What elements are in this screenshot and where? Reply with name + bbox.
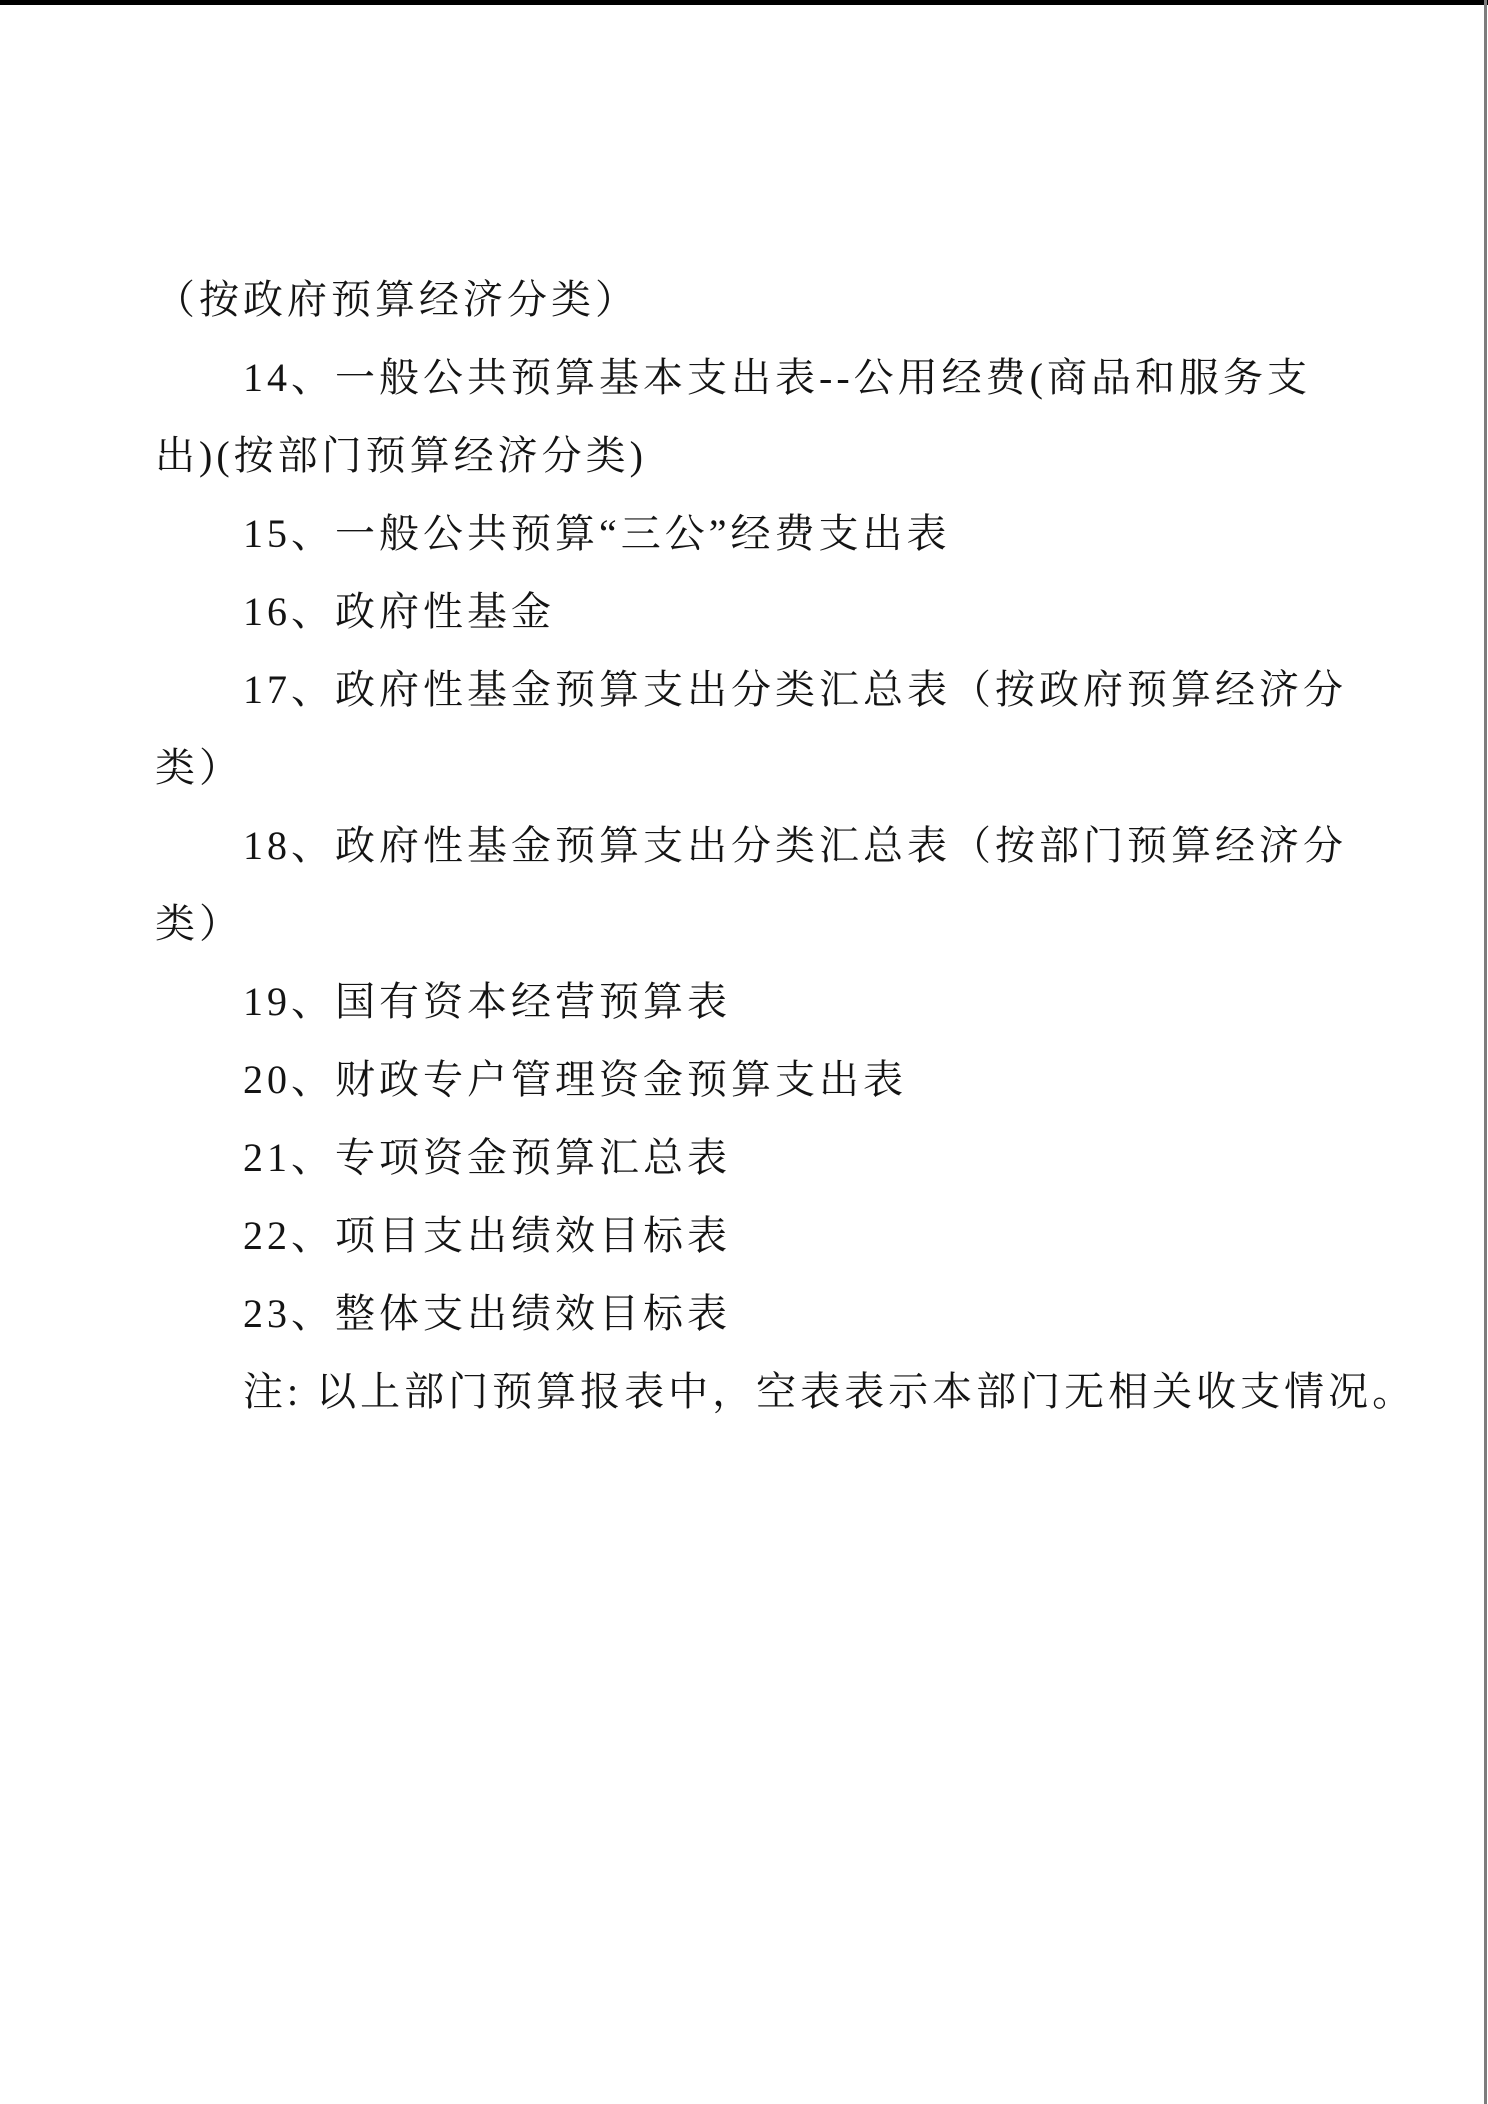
text-line: 18、政府性基金预算支出分类汇总表（按部门预算经济分 xyxy=(243,823,1347,868)
text-line: 15、一般公共预算“三公”经费支出表 xyxy=(243,511,951,556)
text-line: 16、政府性基金 xyxy=(243,589,555,634)
text-line: 出)(按部门预算经济分类) xyxy=(155,433,647,478)
text-line: 23、整体支出绩效目标表 xyxy=(243,1291,731,1336)
text-line: （按政府预算经济分类） xyxy=(155,277,639,322)
text-line: 类） xyxy=(155,901,243,946)
text-line: 21、专项资金预算汇总表 xyxy=(243,1135,731,1180)
text-line: 20、财政专户管理资金预算支出表 xyxy=(243,1057,907,1102)
text-line: 注: 以上部门预算报表中，空表表示本部门无相关收支情况。 xyxy=(243,1369,1417,1414)
text-line: 19、国有资本经营预算表 xyxy=(243,979,731,1024)
text-line: 17、政府性基金预算支出分类汇总表（按政府预算经济分 xyxy=(243,667,1347,712)
text-line: 22、项目支出绩效目标表 xyxy=(243,1213,731,1258)
text-line: 14、一般公共预算基本支出表--公用经费(商品和服务支 xyxy=(243,355,1311,400)
text-line: 类） xyxy=(155,745,243,790)
